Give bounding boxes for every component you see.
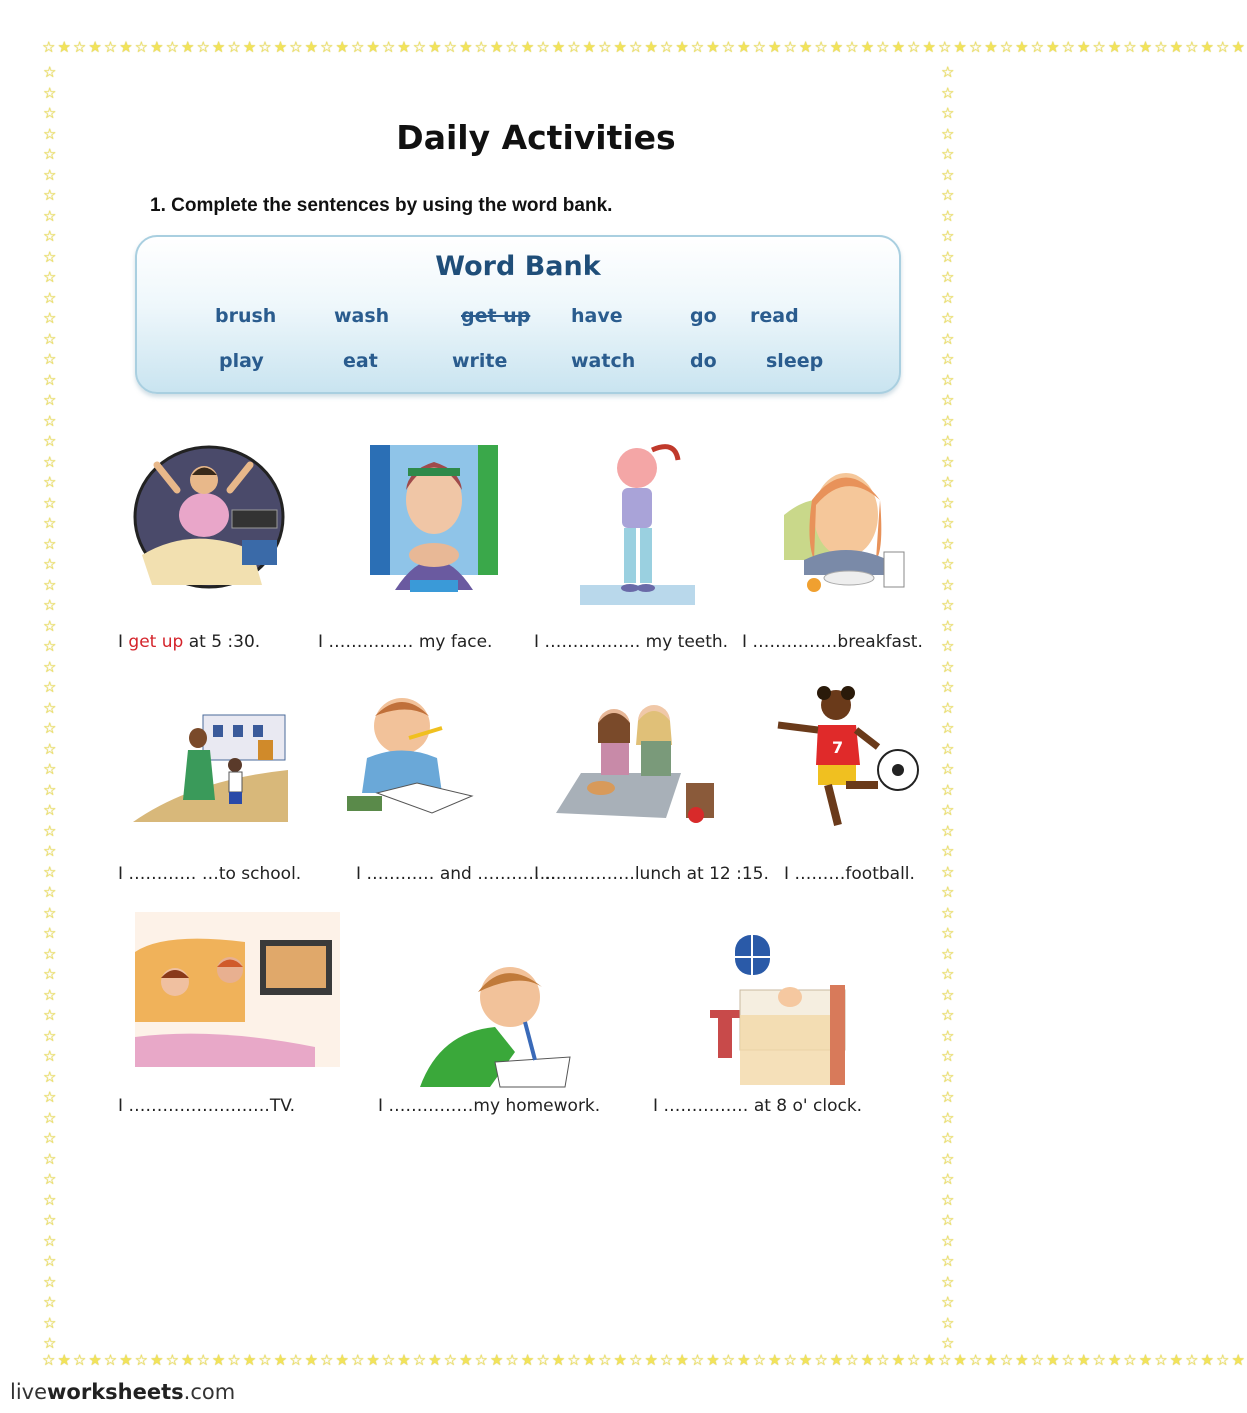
boy-writing-homework-icon xyxy=(420,962,575,1087)
word-do: do xyxy=(690,350,717,372)
word-sleep: sleep xyxy=(766,350,824,372)
footer-suffix: .com xyxy=(183,1380,236,1404)
sentence-10: I ……………my homework. xyxy=(378,1096,601,1116)
sentence-4: I ……………breakfast. xyxy=(742,632,923,652)
word-write: write xyxy=(452,350,508,372)
sentence-1-answer: get up xyxy=(128,632,184,652)
sentence-1-post: at 5 :30. xyxy=(183,632,261,652)
sentence-1 xyxy=(118,632,260,652)
page-title: Daily Activities xyxy=(396,118,676,157)
sentence-8: I ………football. xyxy=(784,864,915,884)
girl-waking-up-icon xyxy=(132,445,287,590)
word-have: have xyxy=(571,305,623,327)
word-go: go xyxy=(690,305,717,327)
star-border-top: ☆★☆★☆★☆★☆★☆★☆★☆★☆★☆★☆★☆★☆★☆★☆★☆★☆★☆★☆★☆★☆★☆★☆★☆★☆★☆★☆★☆★☆★☆★☆★☆★☆★☆★☆★☆★☆★☆★☆★ xyxy=(42,38,1247,56)
woman-washing-face-icon xyxy=(370,440,498,595)
star-border-right: ☆☆☆☆☆☆☆☆☆☆☆☆☆☆☆☆☆☆☆☆☆☆☆☆☆☆☆☆☆☆☆☆☆☆☆☆☆☆☆☆☆☆☆☆☆☆☆☆☆☆☆☆☆☆☆☆☆☆☆☆☆☆☆ xyxy=(941,63,955,1352)
kids-watching-tv-icon xyxy=(135,912,340,1067)
site-footer xyxy=(10,1380,235,1404)
sentence-9: I …………………….TV. xyxy=(118,1096,296,1116)
boy-doing-homework-icon xyxy=(347,688,480,823)
footer-brand: worksheets xyxy=(47,1380,184,1404)
word-bank-title: Word Bank xyxy=(435,251,601,282)
girls-eating-lunch-icon xyxy=(556,703,721,825)
sentence-6: I ………… and ………….. xyxy=(356,864,557,884)
sentence-11: I …………… at 8 o' clock. xyxy=(653,1096,863,1116)
word-get-up: get up xyxy=(461,305,531,327)
sentence-7: I …………….lunch at 12 :15. xyxy=(534,864,769,884)
star-border-bottom: ☆★☆★☆★☆★☆★☆★☆★☆★☆★☆★☆★☆★☆★☆★☆★☆★☆★☆★☆★☆★☆★☆★☆★☆★☆★☆★☆★☆★☆★☆★☆★☆★☆★☆★☆★☆★☆★☆★☆★ xyxy=(42,1351,1247,1369)
word-watch: watch xyxy=(571,350,636,372)
word-play: play xyxy=(219,350,264,372)
mother-child-going-to-school-icon xyxy=(133,710,288,825)
girl-brushing-teeth-icon xyxy=(580,440,695,608)
word-brush: brush xyxy=(215,305,277,327)
svg-text:7: 7 xyxy=(832,738,844,757)
word-wash: wash xyxy=(334,305,390,327)
sentence-3: I …………….. my teeth. xyxy=(534,632,729,652)
child-sleeping-in-bed-icon xyxy=(710,935,850,1087)
sentence-2: I …………… my face. xyxy=(318,632,493,652)
star-border-left: ☆☆☆☆☆☆☆☆☆☆☆☆☆☆☆☆☆☆☆☆☆☆☆☆☆☆☆☆☆☆☆☆☆☆☆☆☆☆☆☆☆☆☆☆☆☆☆☆☆☆☆☆☆☆☆☆☆☆☆☆☆☆☆ xyxy=(43,63,57,1352)
word-eat: eat xyxy=(343,350,378,372)
instruction-text: 1. Complete the sentences by using the word bank. xyxy=(150,195,613,216)
sentence-5: I ………… …to school. xyxy=(118,864,302,884)
word-bank-box xyxy=(135,235,901,394)
footer-prefix: live xyxy=(10,1380,48,1404)
woman-eating-breakfast-icon xyxy=(784,460,914,595)
word-read: read xyxy=(750,305,799,327)
girl-playing-football-icon xyxy=(768,685,920,837)
sentence-1-pre: I xyxy=(118,632,129,652)
